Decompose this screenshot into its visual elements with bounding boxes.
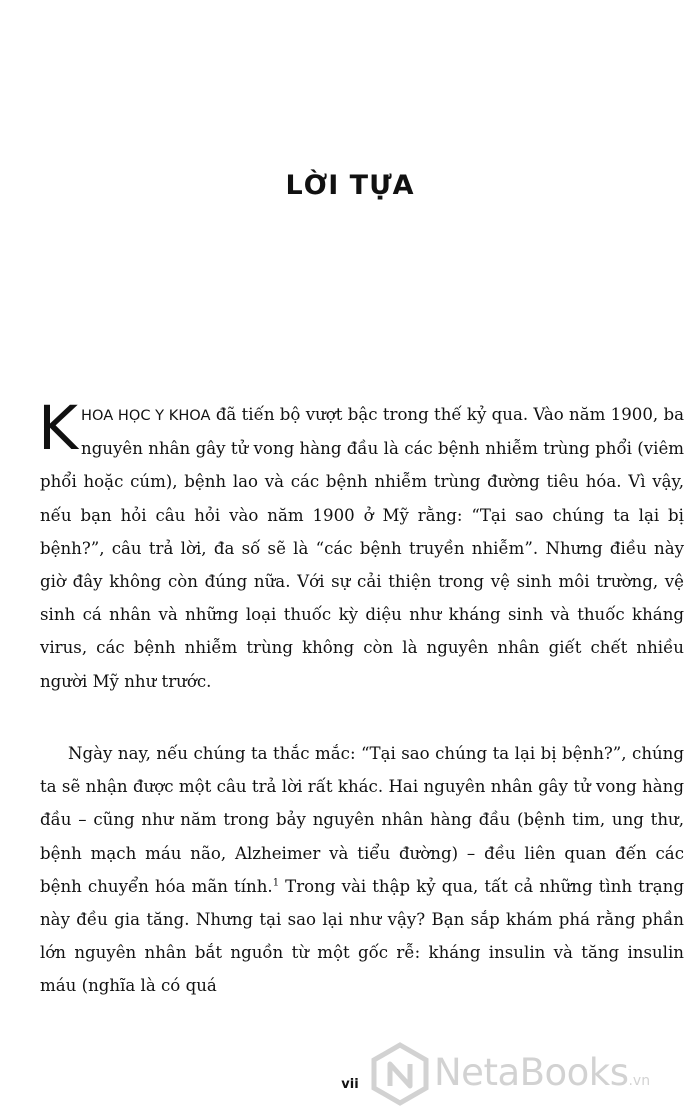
watermark-text bbox=[434, 1051, 650, 1094]
paragraph-2 bbox=[40, 737, 684, 1003]
hexagon-n-logo-icon bbox=[370, 1042, 430, 1106]
paragraph-1 bbox=[38, 393, 684, 698]
paragraph-2-text-b: Trong vài thập kỷ qua, tất cả những tình trạng này đều gia tăng. Nhưng tại sao lại như vậy? Bạn sắp khám phá rằng phần lớn nguyên nhân bắt nguồn từ một gốc rễ: kháng insulin và tăng insulin máu (nghĩa là có quá bbox=[40, 876, 684, 996]
lead-in-caps: HOA HỌC Y KHOA bbox=[81, 407, 211, 424]
watermark-suffix: .vn bbox=[628, 1073, 651, 1089]
paragraph-1-text: đã tiến bộ vượt bậc trong thế kỷ qua. Vào năm 1900, ba nguyên nhân gây tử vong hàng đầu là các bệnh nhiễm trùng phổi (viêm phổi hoặc cúm), bệnh lao và các bệnh nhiễm trùng đường tiêu hóa. Vì vậy, nếu bạn hỏi câu hỏi vào năm 1900 ở Mỹ rằng: “Tại sao chúng ta lại bị bệnh?”, câu trả lời, đa số sẽ là “các bệnh truyền nhiễm”. Nhưng điều này giờ đây không còn đúng nữa. Với sự cải thiện trong vệ sinh môi trường, vệ sinh cá nhân và những loại thuốc kỳ diệu như kháng sinh và thuốc kháng virus, các bệnh nhiễm trùng không còn là nguyên nhân giết chết nhiều người Mỹ như trước. bbox=[40, 405, 684, 691]
drop-cap: K bbox=[38, 393, 79, 464]
page-number: vii bbox=[341, 1077, 359, 1092]
chapter-title: LỜI TỰA bbox=[285, 170, 415, 201]
watermark-brand: NetaBooks bbox=[434, 1051, 629, 1094]
footnote-reference: 1 bbox=[272, 877, 280, 889]
paragraph-2-text-a: Ngày nay, nếu chúng ta thắc mắc: “Tại sao chúng ta lại bị bệnh?”, chúng ta sẽ nhận được một câu trả lời rất khác. Hai nguyên nhân gây tử vong hàng đầu – cũng như năm trong bảy nguyên nhân hàng đầu (bệnh tim, ung thư, bệnh mạch máu não, Alzheimer và tiểu đường) – đều liên quan đến các bệnh chuyển hóa mãn tính. bbox=[40, 744, 684, 896]
watermark bbox=[370, 1042, 694, 1106]
